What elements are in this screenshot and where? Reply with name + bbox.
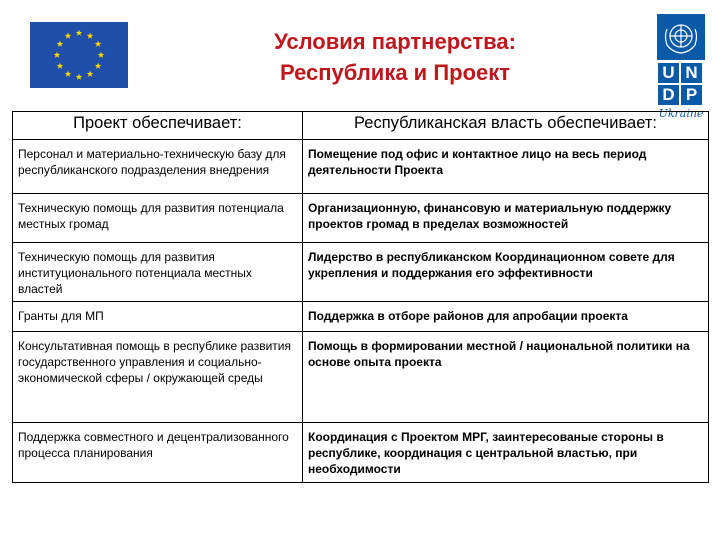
republic-cell: Координация с Проектом МРГ, заинтересованые стороны в республике, координация с центральной властью, при необходимости [303, 423, 709, 483]
undp-country-label: Ukraine [658, 107, 704, 120]
project-cell: Поддержка совместного и децентрализованного процесса планирования [13, 423, 303, 483]
table-row [13, 302, 709, 332]
title-line-1: Условия партнерства: [274, 29, 516, 54]
project-cell: Техническую помощь для развития институционального потенциала местных властей [13, 243, 303, 302]
header-republic: Республиканская власть обеспечивает: [303, 112, 709, 140]
un-emblem-icon [657, 14, 705, 60]
table-header-row [13, 112, 709, 140]
republic-cell: Помощь в формировании местной / национальной политики на основе опыта проекта [303, 332, 709, 423]
header-project: Проект обеспечивает: [13, 112, 303, 140]
project-cell: Консультативная помощь в республике развития государственного управления и социально-экономической сферы / окружающей среды [13, 332, 303, 423]
table-row [13, 423, 709, 483]
table-row [13, 194, 709, 243]
republic-cell: Организационную, финансовую и материальную поддержку проектов громад в пределах возможностей [303, 194, 709, 243]
republic-cell: Помещение под офис и контактное лицо на весь период деятельности Проекта [303, 140, 709, 194]
partnership-table [12, 111, 709, 483]
undp-logo [657, 14, 705, 120]
project-cell: Персонал и материально-техническую базу для республиканского подразделения внедрения [13, 140, 303, 194]
table-row [13, 332, 709, 423]
undp-letter-p: P [680, 84, 703, 106]
table-row [13, 243, 709, 302]
eu-flag-icon [30, 22, 128, 88]
table-row [13, 140, 709, 194]
project-cell: Гранты для МП [13, 302, 303, 332]
republic-cell: Лидерство в республиканском Координационном совете для укрепления и поддержания его эффективности [303, 243, 709, 302]
republic-cell: Поддержка в отборе районов для апробации проекта [303, 302, 709, 332]
project-cell: Техническую помощь для развития потенциала местных громад [13, 194, 303, 243]
title-line-2: Республика и Проект [279, 60, 511, 85]
eu-flag-stars [30, 22, 128, 88]
page-title [160, 26, 630, 88]
undp-letters [657, 62, 705, 106]
undp-letter-d: D [657, 84, 680, 106]
undp-letter-n: N [680, 62, 703, 84]
undp-letter-u: U [657, 62, 680, 84]
